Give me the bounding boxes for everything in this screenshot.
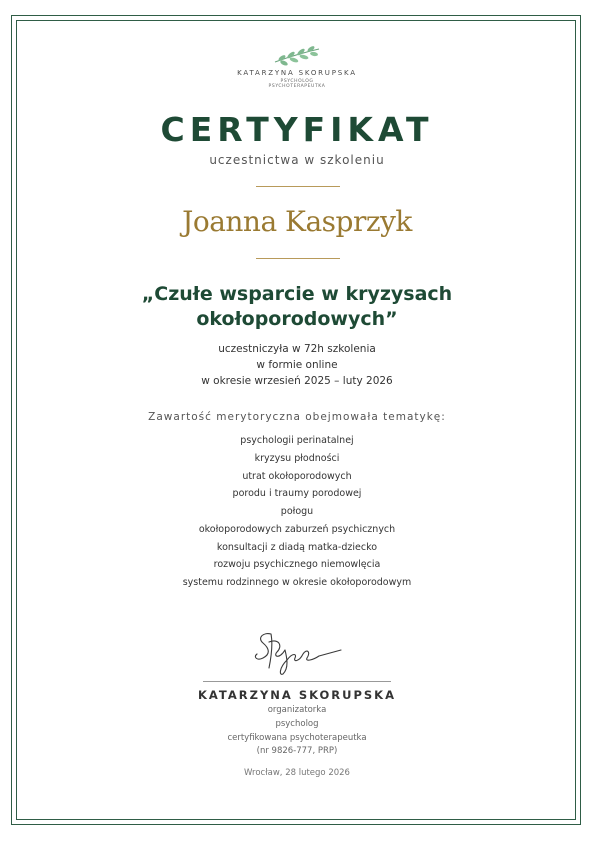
brand-logo <box>0 45 594 67</box>
signer-role-psychologist: psycholog <box>275 719 319 729</box>
brand-subtitle <box>0 79 594 89</box>
topic-item: systemu rodzinnego w okresie okołoporodowym <box>182 577 412 588</box>
divider-bottom <box>256 258 340 259</box>
certificate-title: CERTYFIKAT <box>160 110 434 149</box>
divider-top <box>256 186 340 187</box>
leaf-branch-icon <box>272 45 322 67</box>
signer-role-therapist: certyfikowana psychoterapeutka <box>227 733 367 743</box>
course-title-line-1: „Czułe wsparcie w kryzysach <box>141 283 453 305</box>
detail-period: w okresie wrzesień 2025 – luty 2026 <box>201 375 393 387</box>
topic-item: okołoporodowych zaburzeń psychicznych <box>198 523 396 535</box>
handwritten-signature <box>249 624 345 676</box>
course-title <box>0 282 594 332</box>
detail-hours: uczestniczyła w 72h szkolenia <box>218 343 376 355</box>
topics-heading: Zawartość merytoryczna obejmowała tematykę: <box>148 411 446 423</box>
place-date: Wrocław, 28 lutego 2026 <box>244 768 350 778</box>
signer-role-organizer: organizatorka <box>267 705 327 715</box>
brand-subtitle-line-2: PSYCHOTERAPEUTKA <box>268 84 326 89</box>
topics-list <box>0 432 594 592</box>
brand-name: KATARZYNA SKORUPSKA <box>237 69 357 77</box>
signer-license-number: (nr 9826-777, PRP) <box>256 746 338 756</box>
topic-item: utrat okołoporodowych <box>242 470 352 482</box>
detail-format: w formie online <box>256 359 338 371</box>
participant-name: Joanna Kasprzyk <box>182 205 412 238</box>
brand-subtitle-line-1: PSYCHOLOG <box>280 79 314 84</box>
signature-line <box>203 681 391 682</box>
topic-item: rozwoju psychicznego niemowlęcia <box>213 559 381 571</box>
topic-item: psychologii perinatalnej <box>240 435 354 446</box>
topic-item: połogu <box>280 506 314 517</box>
topic-item: kryzysu płodności <box>254 452 340 464</box>
certificate-subtitle: uczestnictwa w szkoleniu <box>209 153 385 167</box>
course-title-line-2: okołoporodowych” <box>196 308 398 330</box>
signer-name: KATARZYNA SKORUPSKA <box>198 688 396 702</box>
topic-item: porodu i traumy porodowej <box>232 488 362 500</box>
topic-item: konsultacji z diadą matka-dziecko <box>216 541 378 553</box>
